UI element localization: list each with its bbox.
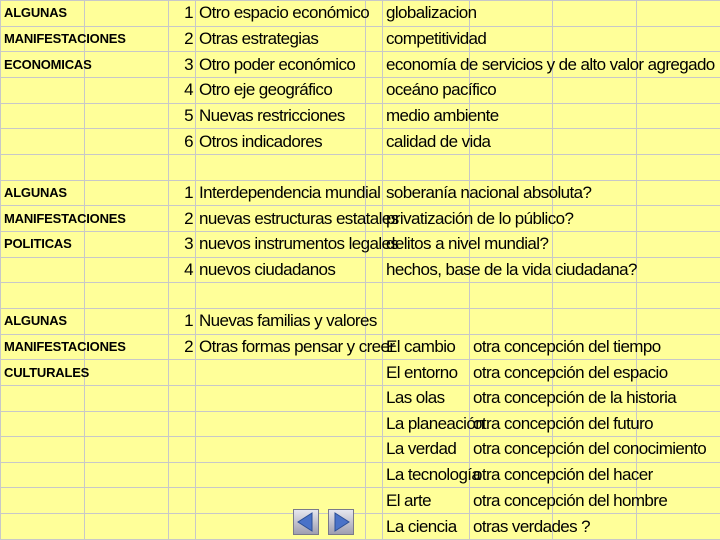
consequence-cell[interactable]: soberanía nacional absoluta? xyxy=(383,180,470,206)
consequence-cell[interactable]: hechos, base de la vida ciudadana? xyxy=(383,257,470,283)
empty-cell[interactable] xyxy=(366,257,383,283)
concept-cell[interactable] xyxy=(470,1,553,27)
category-label-cell[interactable]: ECONOMICAS xyxy=(1,52,85,78)
consequence-cell[interactable]: economía de servicios y de alto valor agregado xyxy=(383,52,470,78)
table-row xyxy=(1,283,720,309)
empty-cell[interactable] xyxy=(553,129,637,155)
consequence-cell[interactable]: delitos a nivel mundial? xyxy=(383,231,470,257)
empty-cell[interactable] xyxy=(85,462,169,488)
item-number-cell[interactable] xyxy=(169,514,196,540)
table-row xyxy=(1,103,720,129)
consequence-cell[interactable]: La planeación xyxy=(383,411,470,437)
empty-cell[interactable] xyxy=(637,129,720,155)
item-number-cell[interactable]: 3 xyxy=(169,52,196,78)
category-label-cell[interactable] xyxy=(1,154,85,180)
empty-cell[interactable] xyxy=(85,129,169,155)
manifestation-cell[interactable]: Otro eje geográfico xyxy=(196,77,366,103)
consequence-cell[interactable]: globalizacion xyxy=(383,1,470,27)
empty-cell[interactable] xyxy=(85,360,169,386)
manifestation-cell[interactable]: nuevas estructuras estatales xyxy=(196,206,366,232)
empty-cell[interactable] xyxy=(637,77,720,103)
empty-cell[interactable] xyxy=(637,231,720,257)
item-number-cell[interactable]: 2 xyxy=(169,26,196,52)
consequence-cell[interactable]: privatización de lo público? xyxy=(383,206,470,232)
category-label-cell[interactable]: ALGUNAS xyxy=(1,1,85,27)
table-row xyxy=(1,206,720,232)
consequence-cell[interactable]: competitividad xyxy=(383,26,470,52)
empty-cell[interactable] xyxy=(85,411,169,437)
empty-cell[interactable] xyxy=(85,103,169,129)
empty-cell[interactable] xyxy=(553,77,637,103)
consequence-cell[interactable]: calidad de vida xyxy=(383,129,470,155)
consequence-cell[interactable]: oceáno pacífico xyxy=(383,77,470,103)
table-row xyxy=(1,154,720,180)
category-label-cell[interactable] xyxy=(1,411,85,437)
empty-cell[interactable] xyxy=(637,257,720,283)
concept-cell[interactable]: otra concepción del tiempo xyxy=(470,334,553,360)
previous-slide-button[interactable] xyxy=(293,509,319,535)
table-row xyxy=(1,411,720,437)
empty-cell[interactable] xyxy=(85,308,169,334)
table-row xyxy=(1,129,720,155)
table-row xyxy=(1,488,720,514)
table-row xyxy=(1,334,720,360)
empty-cell[interactable] xyxy=(85,514,169,540)
item-number-cell[interactable] xyxy=(169,462,196,488)
empty-cell[interactable] xyxy=(85,180,169,206)
empty-cell[interactable] xyxy=(553,283,637,309)
concept-cell[interactable] xyxy=(470,308,553,334)
item-number-cell[interactable]: 1 xyxy=(169,1,196,27)
empty-cell[interactable] xyxy=(553,308,637,334)
table-row xyxy=(1,180,720,206)
arrow-right-icon xyxy=(329,510,353,534)
category-label-cell[interactable] xyxy=(1,385,85,411)
empty-cell[interactable] xyxy=(366,77,383,103)
empty-cell[interactable] xyxy=(85,231,169,257)
table-row xyxy=(1,385,720,411)
item-number-cell[interactable]: 2 xyxy=(169,206,196,232)
item-number-cell[interactable] xyxy=(169,283,196,309)
empty-cell[interactable] xyxy=(553,1,637,27)
category-label-cell[interactable]: MANIFESTACIONES xyxy=(1,26,85,52)
manifestation-cell[interactable]: nuevos ciudadanos xyxy=(196,257,366,283)
next-slide-button[interactable] xyxy=(328,509,354,535)
empty-cell[interactable] xyxy=(637,283,720,309)
concept-cell[interactable]: otra concepción del hacer xyxy=(470,462,553,488)
empty-cell[interactable] xyxy=(85,154,169,180)
item-number-cell[interactable] xyxy=(169,437,196,463)
empty-cell[interactable] xyxy=(85,437,169,463)
empty-cell[interactable] xyxy=(637,180,720,206)
concept-cell[interactable]: otra concepción del futuro xyxy=(470,411,553,437)
item-number-cell[interactable]: 1 xyxy=(169,308,196,334)
table-row xyxy=(1,437,720,463)
concept-cell[interactable] xyxy=(470,154,553,180)
empty-cell[interactable] xyxy=(366,103,383,129)
table-row xyxy=(1,308,720,334)
category-label-cell[interactable] xyxy=(1,462,85,488)
concept-cell[interactable]: otra concepción del espacio xyxy=(470,360,553,386)
category-label-cell[interactable]: MANIFESTACIONES xyxy=(1,334,85,360)
item-number-cell[interactable]: 3 xyxy=(169,231,196,257)
category-label-cell[interactable]: ALGUNAS xyxy=(1,308,85,334)
concept-cell[interactable]: otra concepción del conocimiento xyxy=(470,437,553,463)
empty-cell[interactable] xyxy=(366,360,383,386)
manifestation-cell[interactable]: Otras formas pensar y creer xyxy=(196,334,366,360)
manifestation-cell[interactable] xyxy=(196,360,366,386)
manifestation-cell[interactable] xyxy=(196,462,366,488)
manifestation-cell[interactable] xyxy=(196,283,366,309)
category-label-cell[interactable] xyxy=(1,437,85,463)
category-label-cell[interactable]: MANIFESTACIONES xyxy=(1,206,85,232)
consequence-cell[interactable] xyxy=(383,283,470,309)
concept-cell[interactable] xyxy=(470,283,553,309)
item-number-cell[interactable] xyxy=(169,411,196,437)
table-row xyxy=(1,52,720,78)
item-number-cell[interactable]: 2 xyxy=(169,334,196,360)
item-number-cell[interactable]: 4 xyxy=(169,257,196,283)
consequence-cell[interactable]: La ciencia xyxy=(383,514,470,540)
empty-cell[interactable] xyxy=(366,283,383,309)
item-number-cell[interactable] xyxy=(169,488,196,514)
consequence-cell[interactable] xyxy=(383,154,470,180)
empty-cell[interactable] xyxy=(637,26,720,52)
category-label-cell[interactable]: POLITICAS xyxy=(1,231,85,257)
manifestation-cell[interactable]: Otras estrategias xyxy=(196,26,366,52)
table-row xyxy=(1,257,720,283)
concept-cell[interactable]: otra concepción de la historia xyxy=(470,385,553,411)
arrow-left-icon xyxy=(294,510,318,534)
empty-cell[interactable] xyxy=(637,308,720,334)
empty-cell[interactable] xyxy=(85,385,169,411)
empty-cell[interactable] xyxy=(637,206,720,232)
category-label-cell[interactable]: ALGUNAS xyxy=(1,180,85,206)
consequence-cell[interactable]: medio ambiente xyxy=(383,103,470,129)
category-label-cell[interactable] xyxy=(1,488,85,514)
empty-cell[interactable] xyxy=(366,26,383,52)
concept-cell[interactable]: otras verdades ? xyxy=(470,514,553,540)
empty-cell[interactable] xyxy=(366,52,383,78)
item-number-cell[interactable]: 4 xyxy=(169,77,196,103)
item-number-cell[interactable] xyxy=(169,360,196,386)
category-label-cell[interactable]: CULTURALES xyxy=(1,360,85,386)
item-number-cell[interactable]: 1 xyxy=(169,180,196,206)
empty-cell[interactable] xyxy=(85,283,169,309)
empty-cell[interactable] xyxy=(637,514,720,540)
table-row xyxy=(1,462,720,488)
empty-cell[interactable] xyxy=(553,154,637,180)
concept-cell[interactable]: otra concepción del hombre xyxy=(470,488,553,514)
empty-cell[interactable] xyxy=(85,77,169,103)
empty-cell[interactable] xyxy=(637,1,720,27)
empty-cell[interactable] xyxy=(85,488,169,514)
consequence-cell[interactable]: El entorno xyxy=(383,360,470,386)
manifestation-cell[interactable]: Nuevas familias y valores xyxy=(196,308,366,334)
consequence-cell[interactable]: Las olas xyxy=(383,385,470,411)
manifestation-cell[interactable] xyxy=(196,154,366,180)
consequence-cell[interactable]: El cambio xyxy=(383,334,470,360)
table-row xyxy=(1,231,720,257)
table-row xyxy=(1,77,720,103)
manifestation-cell[interactable]: Interdependencia mundial xyxy=(196,180,366,206)
empty-cell[interactable] xyxy=(366,437,383,463)
category-label-cell[interactable] xyxy=(1,77,85,103)
manifestation-cell[interactable] xyxy=(196,411,366,437)
table-row xyxy=(1,1,720,27)
category-label-cell[interactable] xyxy=(1,257,85,283)
category-label-cell[interactable] xyxy=(1,514,85,540)
empty-cell[interactable] xyxy=(637,103,720,129)
empty-cell[interactable] xyxy=(85,52,169,78)
empty-cell[interactable] xyxy=(85,257,169,283)
manifestation-cell[interactable]: Otro espacio económico xyxy=(196,1,366,27)
item-number-cell[interactable]: 6 xyxy=(169,129,196,155)
table-row xyxy=(1,360,720,386)
table-row xyxy=(1,26,720,52)
empty-cell[interactable] xyxy=(366,411,383,437)
table-row xyxy=(1,514,720,540)
empty-cell[interactable] xyxy=(553,103,637,129)
manifestation-cell[interactable] xyxy=(196,437,366,463)
consequence-cell[interactable]: La tecnología xyxy=(383,462,470,488)
consequence-cell[interactable]: La verdad xyxy=(383,437,470,463)
manifestation-cell[interactable]: nuevos instrumentos legales xyxy=(196,231,366,257)
manifestation-cell[interactable]: Otros indicadores xyxy=(196,129,366,155)
item-number-cell[interactable] xyxy=(169,385,196,411)
category-label-cell[interactable] xyxy=(1,283,85,309)
category-label-cell[interactable] xyxy=(1,129,85,155)
empty-cell[interactable] xyxy=(366,488,383,514)
empty-cell[interactable] xyxy=(366,154,383,180)
manifestation-cell[interactable] xyxy=(196,385,366,411)
empty-cell[interactable] xyxy=(366,514,383,540)
manifestation-cell[interactable]: Otro poder económico xyxy=(196,52,366,78)
item-number-cell[interactable]: 5 xyxy=(169,103,196,129)
consequence-cell[interactable]: El arte xyxy=(383,488,470,514)
empty-cell[interactable] xyxy=(366,462,383,488)
empty-cell[interactable] xyxy=(85,1,169,27)
manifestation-cell[interactable]: Nuevas restricciones xyxy=(196,103,366,129)
empty-cell[interactable] xyxy=(366,129,383,155)
category-label-cell[interactable] xyxy=(1,103,85,129)
empty-cell[interactable] xyxy=(553,26,637,52)
consequence-cell[interactable] xyxy=(383,308,470,334)
empty-cell[interactable] xyxy=(553,231,637,257)
empty-cell[interactable] xyxy=(366,385,383,411)
item-number-cell[interactable] xyxy=(169,154,196,180)
empty-cell[interactable] xyxy=(637,154,720,180)
